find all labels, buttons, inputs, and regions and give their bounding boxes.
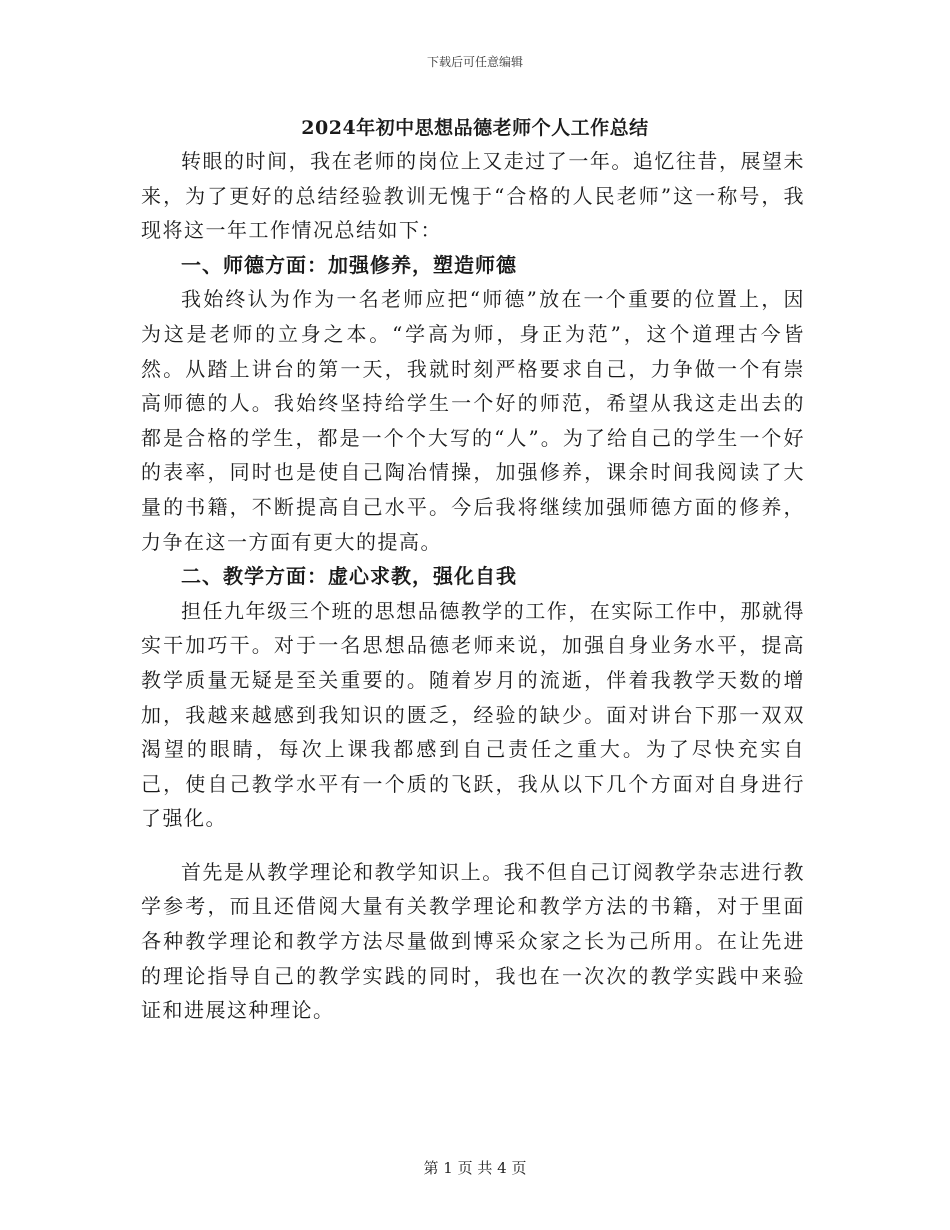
theory-paragraph: 首先是从教学理论和教学知识上。我不但自己订阅教学杂志进行教学参考，而且还借阅大量有关教学理论和教学方法的书籍，对于里面各种教学理论和教学方法尽量做到博采众家之长为己所用。在让先进的理论指导自己的教学实践的同时，我也在一次次的教学实践中来验证和进展这种理论。	[141, 859, 805, 1023]
document-title: 2024年初中思想品德老师个人工作总结	[301, 117, 649, 139]
section-heading-ethics: 一、师德方面：加强修养，塑造师德	[181, 252, 517, 277]
intro-paragraph: 转眼的时间，我在老师的岗位上又走过了一年。追忆往昔，展望未来，为了更好的总结经验教训无愧于“合格的人民老师”这一称号，我现将这一年工作情况总结如下：	[141, 149, 805, 243]
teaching-paragraph: 担任九年级三个班的思想品德教学的工作，在实际工作中，那就得实干加巧干。对于一名思想品德老师来说，加强自身业务水平，提高教学质量无疑是至关重要的。随着岁月的流逝，伴着我教学天数的增加，我越来越感到我知识的匮乏，经验的缺少。面对讲台下那一双双渴望的眼睛，每次上课我都感到自己责任之重大。为了尽快充实自己，使自己教学水平有一个质的飞跃，我从以下几个方面对自身进行了强化。	[141, 598, 805, 831]
document-body	[141, 144, 805, 1028]
ethics-paragraph: 我始终认为作为一名老师应把“师德”放在一个重要的位置上，因为这是老师的立身之本。“学高为师，身正为范”，这个道理古今皆然。从踏上讲台的第一天，我就时刻严格要求自己，力争做一个有崇高师德的人。我始终坚持给学生一个好的师范，希望从我这走出去的都是合格的学生，都是一个个大写的“人”。为了给自己的学生一个好的表率，同时也是使自己陶冶情操，加强修养，课余时间我阅读了大量的书籍，不断提高自己水平。今后我将继续加强师德方面的修养，力争在这一方面有更大的提高。	[141, 287, 805, 554]
page-number: 第 1 页 共 4 页	[423, 1159, 527, 1177]
section-heading-teaching: 二、教学方面：虚心求教，强化自我	[181, 564, 517, 589]
page-header-note: 下载后可任意编辑	[426, 55, 523, 69]
